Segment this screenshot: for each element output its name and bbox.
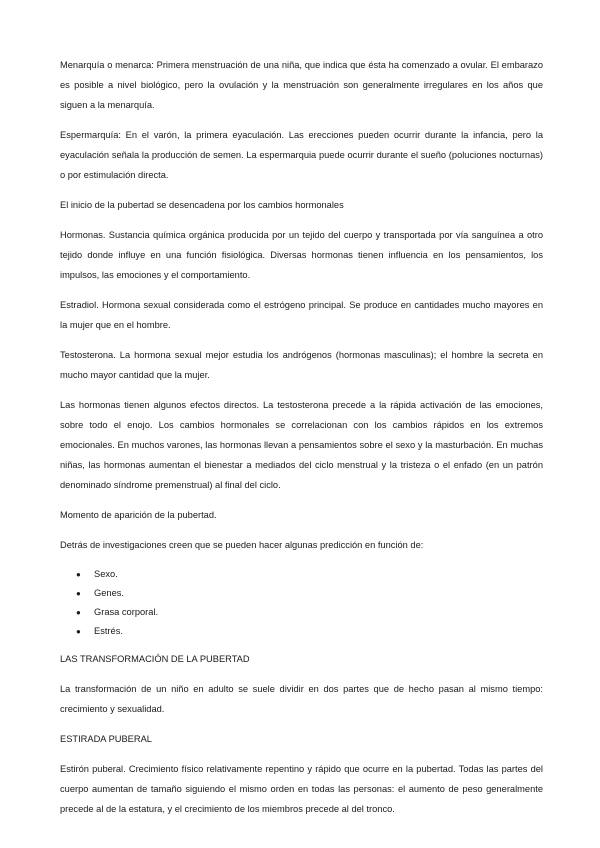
list-item-label: Estrés. xyxy=(94,626,123,636)
paragraph-efectos-hormonas: Las hormonas tienen algunos efectos directos. La testosterona precede a la rápida activación de las emociones, sobre todo el enojo. Los cambios hormonales se correlacionan con los cambios rápidos en los extremos emocionales. En muchos varones, las hormonas llevan a pensamientos sobre el sexo y la masturbación. En muchas niñas, las hormonas aumentan el bienestar a mediados del ciclo menstrual y la tristeza o el enfado (en un patrón denominado síndrome premenstrual) al final del ciclo. xyxy=(60,400,543,490)
bullet-icon: ● xyxy=(76,589,81,598)
list-item-label: Grasa corporal. xyxy=(94,607,159,617)
bullet-icon: ● xyxy=(76,608,81,617)
paragraph-momento-aparicion: Momento de aparición de la pubertad. xyxy=(60,510,217,520)
list-item xyxy=(60,584,543,603)
factors-list xyxy=(60,565,543,641)
section-heading-transformacion: LAS TRANSFORMACIÓN DE LA PUBERTAD xyxy=(60,654,250,664)
paragraph-transformacion: La transformación de un niño en adulto se suele dividir en dos partes que de hecho pasan al mismo tiempo: crecimiento y sexualidad. xyxy=(60,684,543,714)
paragraph-testosterona: Testosterona. La hormona sexual mejor estudia los andrógenos (hormonas masculinas); el hombre la secreta en mucho mayor cantidad que la mujer. xyxy=(60,350,543,380)
bullet-icon: ● xyxy=(76,627,81,636)
paragraph-inicio-pubertad: El inicio de la pubertad se desencadena por los cambios hormonales xyxy=(60,200,344,210)
bullet-icon: ● xyxy=(76,570,81,579)
paragraph-estradiol: Estradiol. Hormona sexual considerada como el estrógeno principal. Se produce en cantidades mucho mayores en la mujer que en el hombre. xyxy=(60,300,543,330)
paragraph-menarquia: Menarquía o menarca: Primera menstruación de una niña, que indica que ésta ha comenzado a ovular. El embarazo es posible a nivel biológico, pero la ovulación y la menstruación son generalmente irregulares en los años que siguen a la menarquía. xyxy=(60,60,543,110)
paragraph-estiron: Estirón puberal. Crecimiento físico relativamente repentino y rápido que ocurre en la pubertad. Todas las partes del cuerpo aumentan de tamaño siguiendo el mismo orden en todas las personas: el aumento de peso generalmente precede al de la estatura, y el crecimiento de los miembros precede al del tronco. xyxy=(60,764,543,814)
document-page xyxy=(60,55,543,829)
list-item xyxy=(60,565,543,584)
list-item xyxy=(60,603,543,622)
list-item-label: Genes. xyxy=(94,588,124,598)
section-heading-estirada: ESTIRADA PUBERAL xyxy=(60,734,152,744)
list-item-label: Sexo. xyxy=(94,569,118,579)
paragraph-espermarquia: Espermarquía: En el varón, la primera eyaculación. Las erecciones pueden ocurrir durante la infancia, pero la eyaculación señala la producción de semen. La espermarquia puede ocurrir durante el sueño (poluciones nocturnas) o por estimulación directa. xyxy=(60,130,543,180)
paragraph-hormonas: Hormonas. Sustancia química orgánica producida por un tejido del cuerpo y transportada por vía sanguínea a otro tejido donde influye en una función fisiológica. Diversas hormonas tienen influencia en los pensamientos, los impulsos, las emociones y el comportamiento. xyxy=(60,230,543,280)
paragraph-predicciones: Detrás de investigaciones creen que se pueden hacer algunas predicción en función de: xyxy=(60,540,424,550)
list-item xyxy=(60,622,543,641)
